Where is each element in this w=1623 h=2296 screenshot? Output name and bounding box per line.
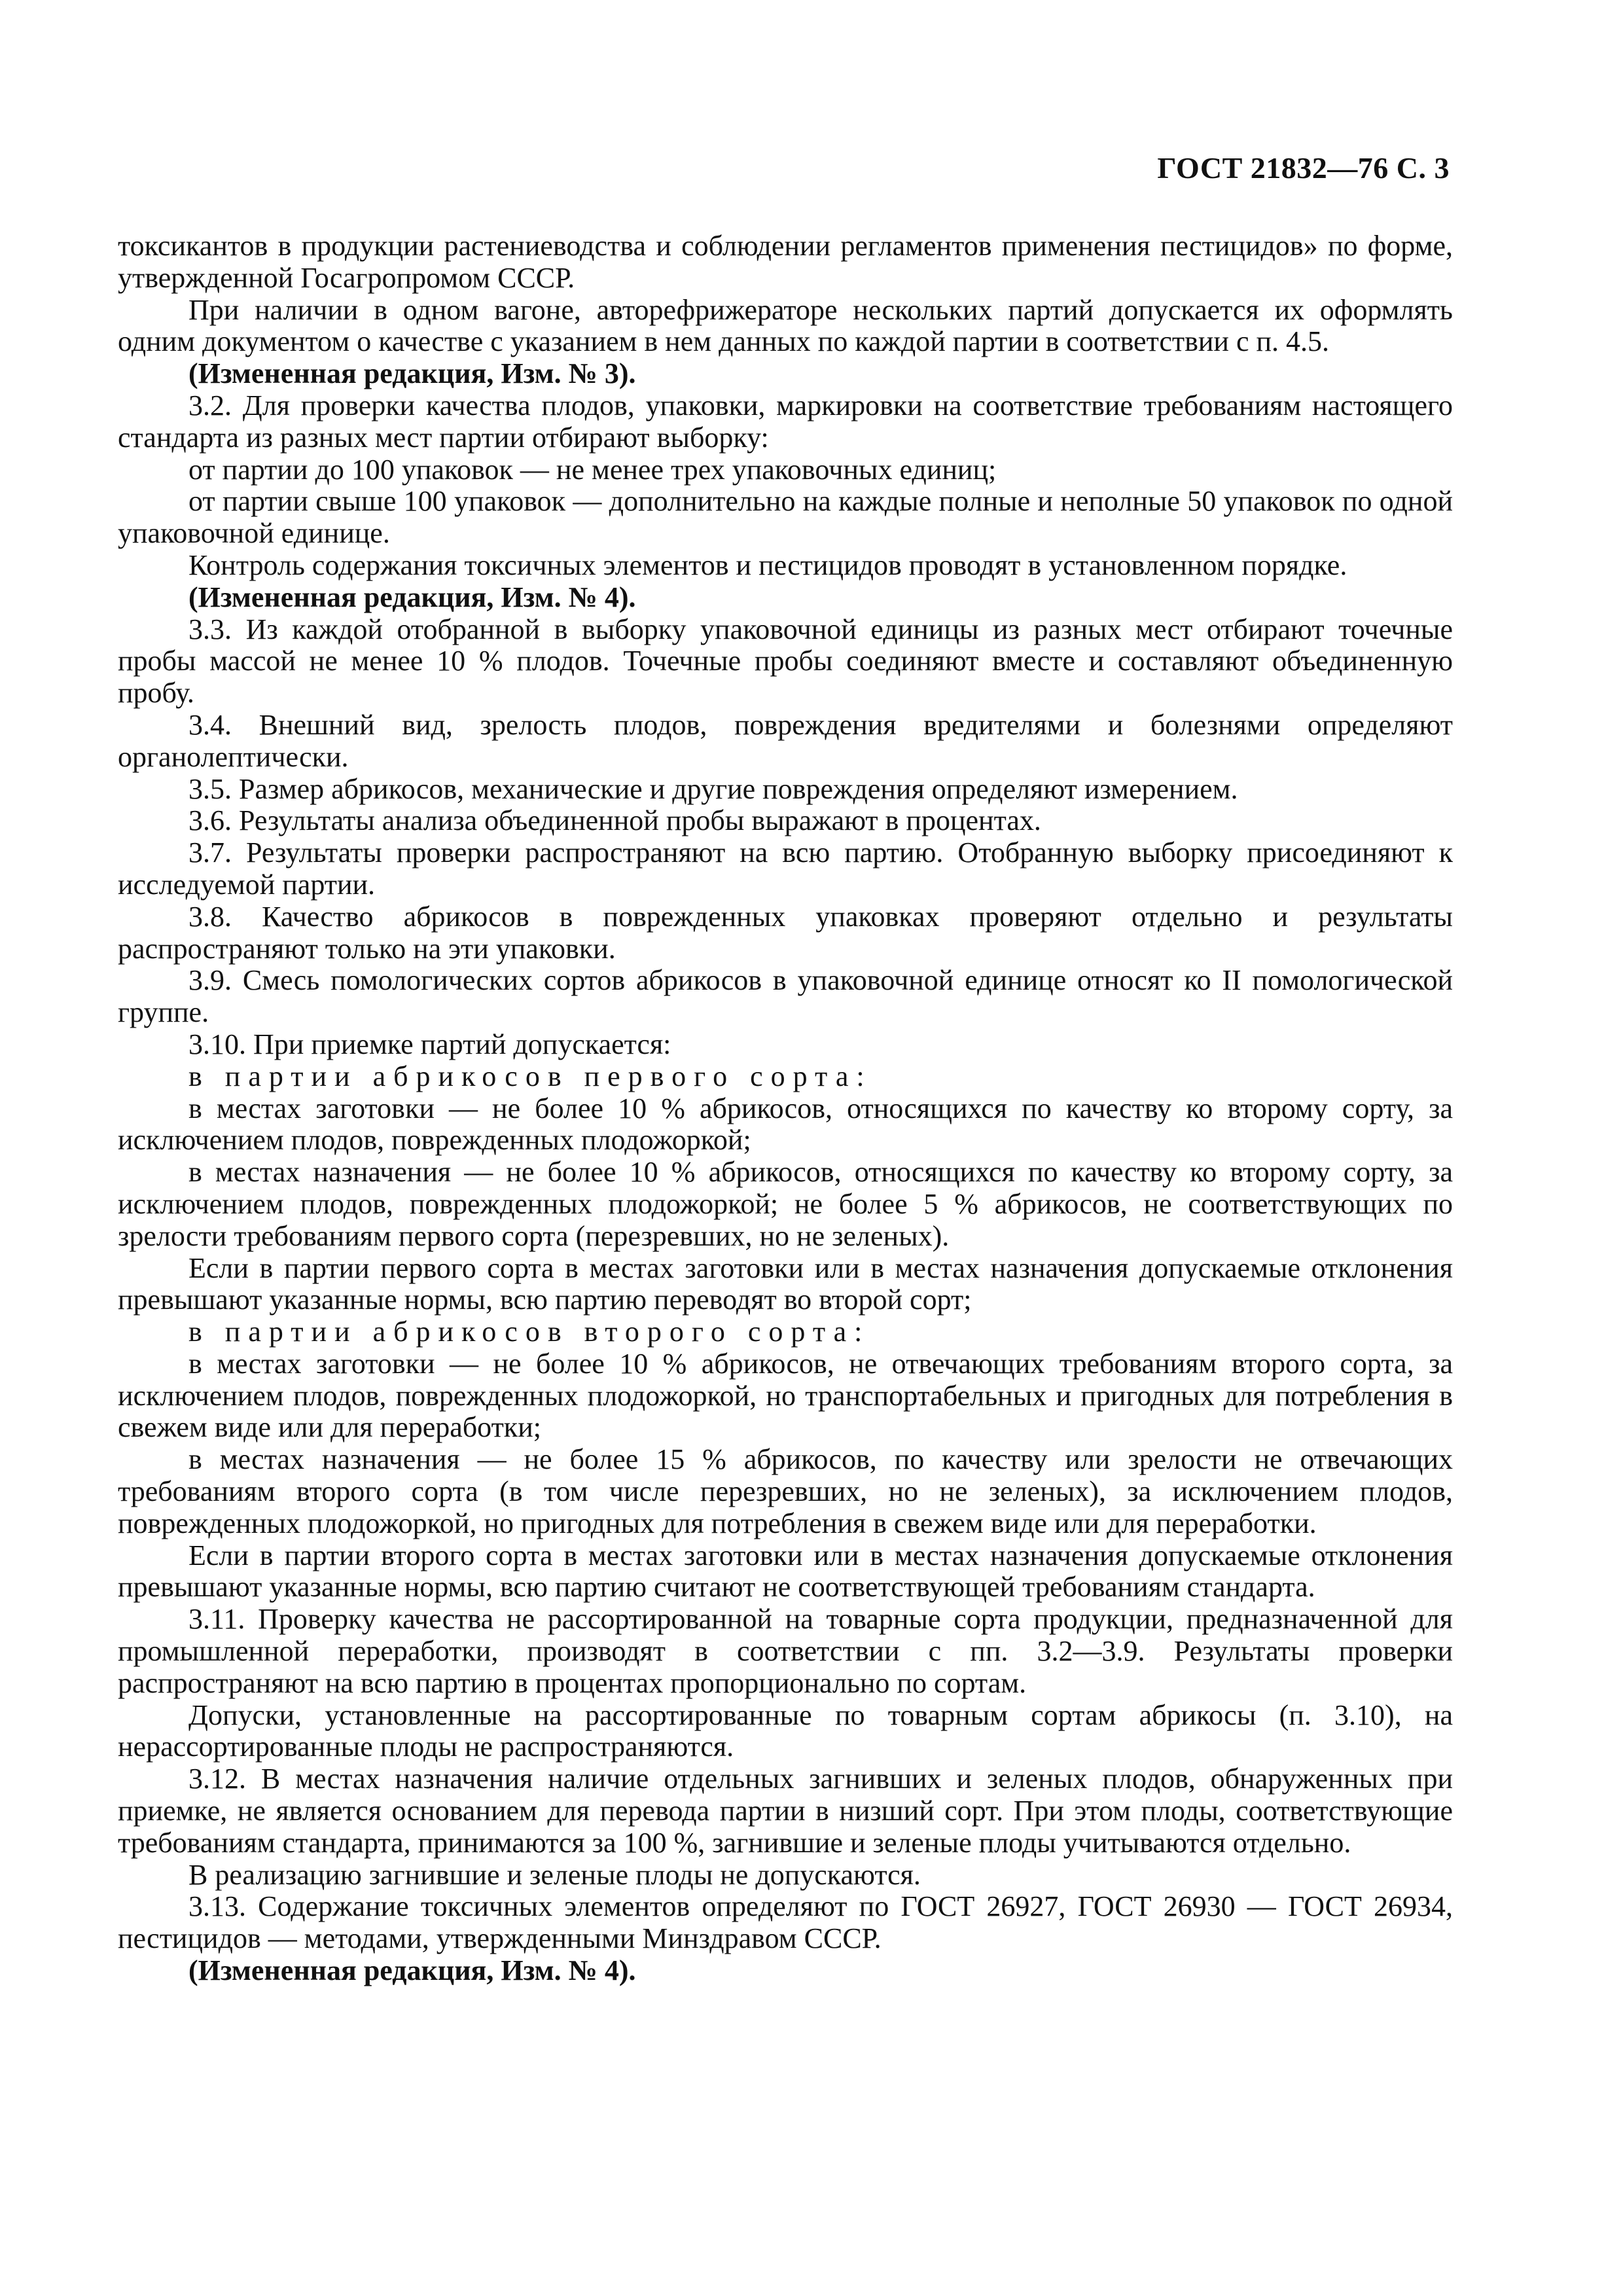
paragraph-continuation: токсикантов в продукции растениеводства и соблюдении регламентов применения пестицидов» по форме, утвержденной Госагропромом СССР.	[118, 230, 1453, 294]
clause-3-3: 3.3. Из каждой отобранной в выборку упаковочной единицы из разных мест отбирают точечные пробы массой не менее 10 % плодов. Точечные пробы соединяют вместе и составляют объединенную пробу.	[118, 613, 1453, 709]
amendment-note: (Измененная редакция, Изм. № 3).	[188, 357, 636, 390]
list-item: в местах заготовки — не более 10 % абрикосов, относящихся по качеству ко второму сорту, за исключением плодов, поврежденных плодожоркой;	[118, 1092, 1453, 1157]
list-item: в местах заготовки — не более 10 % абрикосов, не отвечающих требованиям второго сорта, за исключением плодов, поврежденных плодожоркой, но транспортабельных и пригодных для потребления в свежем виде или для переработки;	[118, 1347, 1453, 1444]
clause-3-13: 3.13. Содержание токсичных элементов определяют по ГОСТ 26927, ГОСТ 26930 — ГОСТ 26934, пестицидов — методами, утвержденными Минздравом СССР.	[118, 1890, 1453, 1955]
subheading-first-grade: в партии абрикосов первого сорта:	[188, 1060, 872, 1092]
list-item: от партии до 100 упаковок — не менее трех упаковочных единиц;	[188, 453, 997, 486]
paragraph: Если в партии первого сорта в местах заготовки или в местах назначения допускаемые отклонения превышают указанные нормы, всю партию переводят во второй сорт;	[118, 1251, 1453, 1316]
paragraph: Допуски, установленные на рассортированные по товарным сортам абрикосы (п. 3.10), на нерассортированные плоды не распространяются.	[118, 1698, 1453, 1763]
paragraph: При наличии в одном вагоне, авторефрижераторе нескольких партий допускается их оформлять одним документом о качестве с указанием в нем данных по каждой партии в соответствии с п. 4.5.	[118, 293, 1453, 358]
document-body	[118, 230, 1453, 1987]
paragraph: В реализацию загнившие и зеленые плоды не допускаются.	[188, 1858, 921, 1891]
clause-3-4: 3.4. Внешний вид, зрелость плодов, повреждения вредителями и болезнями определяют органолептически.	[118, 708, 1453, 773]
list-item: в местах назначения — не более 10 % абрикосов, относящихся по качеству ко второму сорту, за исключением плодов, поврежденных плодожоркой; не более 5 % абрикосов, не соответствующих по зрелости требованиям первого сорта (перезревших, но не зеленых).	[118, 1156, 1453, 1252]
clause-3-5: 3.5. Размер абрикосов, механические и другие повреждения определяют измерением.	[188, 772, 1238, 805]
clause-3-6: 3.6. Результаты анализа объединенной пробы выражают в процентах.	[188, 804, 1041, 837]
list-item: от партии свыше 100 упаковок — дополнительно на каждые полные и неполные 50 упаковок по одной упаковочной единице.	[118, 485, 1453, 550]
clause-3-7: 3.7. Результаты проверки распространяют на всю партию. Отобранную выборку присоединяют к исследуемой партии.	[118, 836, 1453, 901]
clause-3-2: 3.2. Для проверки качества плодов, упаковки, маркировки на соответствие требованиям настоящего стандарта из разных мест партии отбирают выборку:	[118, 389, 1453, 454]
clause-3-9: 3.9. Смесь помологических сортов абрикосов в упаковочной единице относят ко II помологической группе.	[118, 964, 1453, 1029]
paragraph: Контроль содержания токсичных элементов и пестицидов проводят в установленном порядке.	[188, 548, 1347, 581]
paragraph: Если в партии второго сорта в местах заготовки или в местах назначения допускаемые отклонения превышают указанные нормы, всю партию считают не соответствующей требованиям стандарта.	[118, 1539, 1453, 1604]
list-item: в местах назначения — не более 15 % абрикосов, по качеству или зрелости не отвечающих требованиям второго сорта (в том числе перезревших, но не зеленых), за исключением плодов, поврежденных плодожоркой, но пригодных для потребления в свежем виде или для переработки.	[118, 1443, 1453, 1539]
clause-3-8: 3.8. Качество абрикосов в поврежденных упаковках проверяют отдельно и результаты распространяют только на эти упаковки.	[118, 900, 1453, 965]
clause-3-10: 3.10. При приемке партий допускается:	[188, 1028, 671, 1060]
clause-3-11: 3.11. Проверку качества не рассортированной на товарные сорта продукции, предназначенной для промышленной переработки, производят в соответствии с пп. 3.2—3.9. Результаты проверки распространяют на всю партию в процентах пропорционально по сортам.	[118, 1603, 1453, 1699]
amendment-note: (Измененная редакция, Изм. № 4).	[188, 1954, 636, 1987]
subheading-second-grade: в партии абрикосов второго сорта:	[188, 1316, 870, 1348]
clause-3-12: 3.12. В местах назначения наличие отдельных загнивших и зеленых плодов, обнаруженных при приемке, не является основанием для перевода партии в низший сорт. При этом плоды, соответствующие требованиям стандарта, принимаются за 100 %, загнившие и зеленые плоды учитываются отдельно.	[118, 1763, 1453, 1859]
amendment-note: (Измененная редакция, Изм. № 4).	[188, 581, 636, 613]
running-header: ГОСТ 21832—76 С. 3	[1157, 151, 1450, 185]
